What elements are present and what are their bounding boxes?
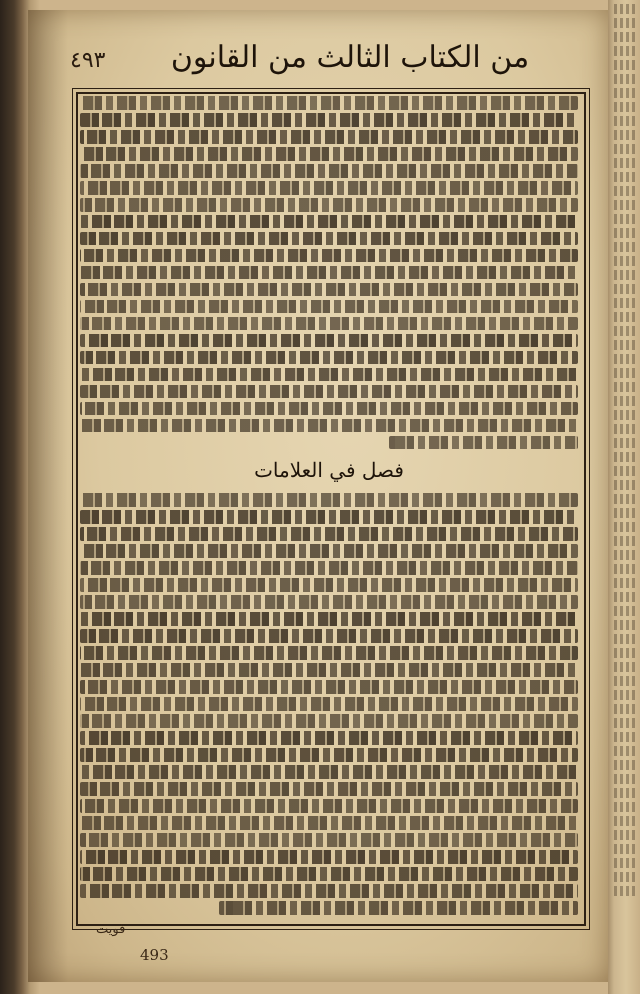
text-line: [80, 561, 578, 575]
facing-page-text-line: [614, 228, 638, 238]
text-line: [80, 300, 578, 314]
text-line: [80, 266, 578, 280]
facing-page-text-line: [614, 144, 638, 154]
text-line: [80, 232, 578, 246]
facing-page-text-line: [614, 60, 638, 70]
text-line: [80, 368, 578, 382]
facing-page-text-line: [614, 102, 638, 112]
facing-page-text-line: [614, 214, 638, 224]
facing-page-text-line: [614, 844, 638, 854]
facing-page-text-line: [614, 74, 638, 84]
gutter-shadow: [28, 10, 68, 982]
facing-page-edge: [608, 0, 640, 994]
section-heading: فصل في العلامات: [254, 458, 404, 483]
text-line: [80, 646, 578, 660]
text-line: [80, 419, 578, 433]
facing-page-text-line: [614, 298, 638, 308]
text-line: [80, 629, 578, 643]
text-line: [219, 901, 578, 915]
paragraph-upper: [80, 96, 578, 449]
facing-page-text-line: [614, 508, 638, 518]
text-line: [80, 164, 578, 178]
facing-page-text-line: [614, 438, 638, 448]
text-line: [80, 612, 578, 626]
text-line: [80, 765, 578, 779]
text-line: [80, 833, 578, 847]
facing-page-text-line: [614, 592, 638, 602]
text-line: [80, 249, 578, 263]
facing-page-text-line: [614, 816, 638, 826]
facing-page-text-line: [614, 718, 638, 728]
text-line: [80, 181, 578, 195]
facing-page-text-line: [614, 732, 638, 742]
facing-page-text-line: [614, 172, 638, 182]
text-line: [80, 510, 578, 524]
page-number-bottom: 493: [140, 946, 169, 964]
facing-page-text-line: [614, 760, 638, 770]
text-line: [80, 351, 578, 365]
text-line: [80, 884, 578, 898]
text-line: [80, 799, 578, 813]
text-line: [80, 96, 578, 110]
text-line: [80, 147, 578, 161]
facing-page-text-line: [614, 284, 638, 294]
text-line: [80, 544, 578, 558]
facing-page-text-line: [614, 88, 638, 98]
facing-page-text-line: [614, 158, 638, 168]
facing-page-text-line: [614, 494, 638, 504]
facing-page-text-line: [614, 130, 638, 140]
catchword: قويت: [96, 922, 126, 937]
text-line: [80, 130, 578, 144]
text-line: [80, 595, 578, 609]
facing-page-text-line: [614, 578, 638, 588]
facing-page-text-line: [614, 242, 638, 252]
facing-page-text-line: [614, 704, 638, 714]
facing-page-text-line: [614, 452, 638, 462]
text-line: [80, 334, 578, 348]
facing-page-text-line: [614, 424, 638, 434]
facing-page-text-line: [614, 662, 638, 672]
text-line: [80, 850, 578, 864]
text-line: [80, 867, 578, 881]
facing-page-text-line: [614, 606, 638, 616]
facing-page-text-line: [614, 788, 638, 798]
facing-page-text-line: [614, 550, 638, 560]
page-number-top: ٤٩٣: [70, 48, 106, 73]
text-line: [80, 663, 578, 677]
text-line: [80, 782, 578, 796]
running-head-title: من الكتاب الثالث من القانون: [170, 40, 530, 75]
facing-page-text-line: [614, 858, 638, 868]
text-line: [80, 385, 578, 399]
text-line: [80, 317, 578, 331]
text-line: [80, 493, 578, 507]
facing-page-text-line: [614, 200, 638, 210]
facing-page-text-line: [614, 4, 638, 14]
facing-page-text-line: [614, 466, 638, 476]
paragraph-lower: [80, 493, 578, 914]
facing-page-text-line: [614, 326, 638, 336]
facing-page-text-line: [614, 186, 638, 196]
facing-page-text-line: [614, 774, 638, 784]
text-line: [80, 402, 578, 416]
text-line: [80, 748, 578, 762]
facing-page-text-line: [614, 620, 638, 630]
text-line: [80, 198, 578, 212]
text-line: [80, 215, 578, 229]
facing-page-text-line: [614, 18, 638, 28]
facing-page-text-line: [614, 354, 638, 364]
text-line: [80, 697, 578, 711]
facing-page-text-line: [614, 634, 638, 644]
text-line: [80, 283, 578, 297]
facing-page-text-line: [614, 368, 638, 378]
facing-page-text-line: [614, 256, 638, 266]
text-line: [389, 436, 578, 450]
text-line: [80, 731, 578, 745]
facing-page-text-line: [614, 690, 638, 700]
facing-page-text-line: [614, 536, 638, 546]
facing-page-text-line: [614, 480, 638, 490]
facing-page-text-line: [614, 270, 638, 280]
text-line: [80, 527, 578, 541]
text-line: [80, 680, 578, 694]
facing-page-text-line: [614, 46, 638, 56]
text-line: [80, 714, 578, 728]
facing-page-text-line: [614, 802, 638, 812]
facing-page-text-line: [614, 676, 638, 686]
facing-page-text-line: [614, 522, 638, 532]
running-head: [70, 34, 570, 88]
facing-page-text-line: [614, 872, 638, 882]
facing-page-text-line: [614, 340, 638, 350]
text-line: [80, 113, 578, 127]
facing-page-text-line: [614, 396, 638, 406]
facing-page-text-line: [614, 830, 638, 840]
facing-page-text-line: [614, 886, 638, 896]
facing-page-text-line: [614, 116, 638, 126]
facing-page-text-line: [614, 312, 638, 322]
main-text-block: [80, 96, 578, 918]
facing-page-text-line: [614, 564, 638, 574]
text-line: [80, 578, 578, 592]
facing-page-text-line: [614, 648, 638, 658]
facing-page-text-line: [614, 32, 638, 42]
facing-page-text-line: [614, 410, 638, 420]
text-line: [80, 816, 578, 830]
facing-page-text-line: [614, 382, 638, 392]
facing-page-text-line: [614, 746, 638, 756]
